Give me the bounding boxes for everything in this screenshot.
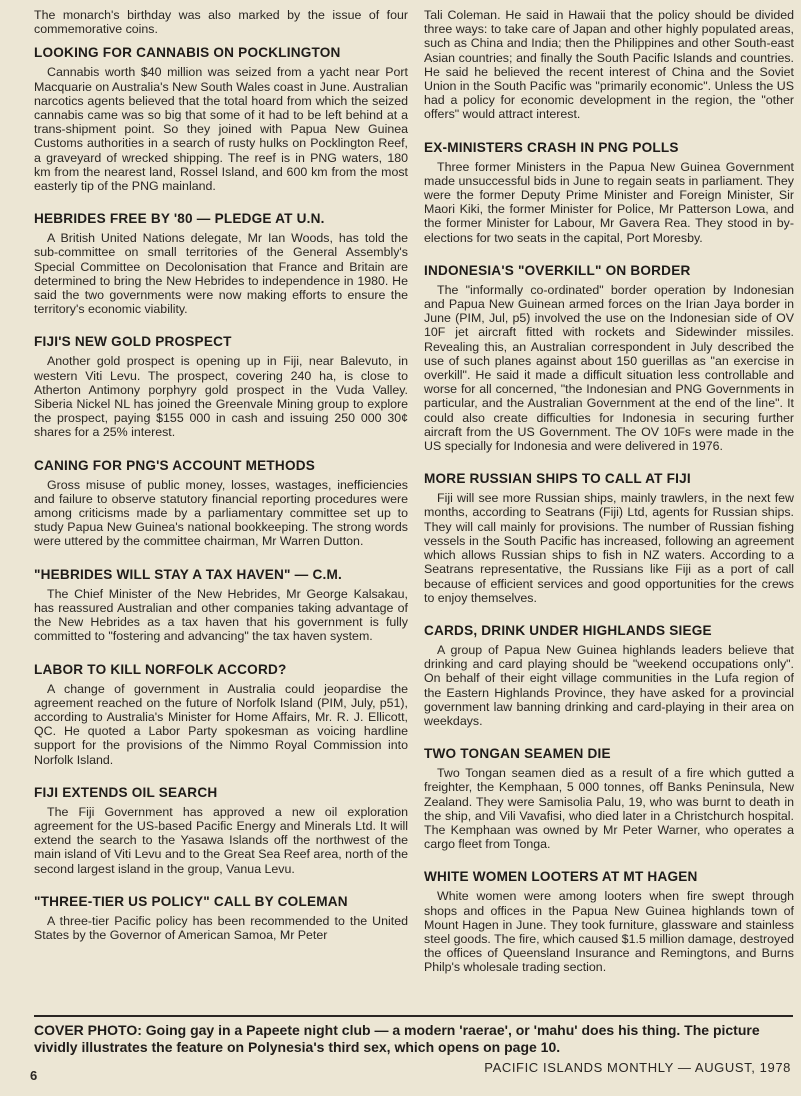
article-paragraph: White women were among looters when fire swept through shops and offices in the Papua New Guinea highlands town of Mount Hagen in June. They took furniture, glassware and stainless steel goods. The fire, which caused $1.5 million damage, destroyed the offices of Queensland Insurance and Remingtons, and Burns Philp's wholesale trading section.	[424, 889, 794, 975]
article-paragraph: A group of Papua New Guinea highlands leaders believe that drinking and card playing should be "weekend occupations only". On behalf of their eight village communities in the Lufa region of the Eastern Highlands Province, they have asked for a provincial government law banning drinking and card-playing in their area on weekdays.	[424, 642, 794, 728]
article-paragraph: Gross misuse of public money, losses, wastages, inefficiencies and failure to observe statutory financial reporting procedures were among criticisms made by a parliamentary committee set up to study Papua New Guinea's national bookkeeping. The strong words were uttered by the committee chairman, Mr Warren Dutton.	[34, 477, 408, 549]
article-paragraph: Cannabis worth $40 million was seized from a yacht near Port Macquarie on Australia's New South Wales coast in June. Australian narcotics agents believed that the total hoard from which the seized cannabis came was so big that some of it had to be left behind at a trans-shipment point. So they joined with Papua New Guinea Customs authorities in a search of rusty hulks on Pocklington Reef, a graveyard of wrecked shipping. The reef is in PNG waters, 180 km from the nearest land, Rossel Island, and 600 km from the most easterly tip of the PNG mainland.	[34, 65, 408, 194]
article-headline: TWO TONGAN SEAMEN DIE	[424, 746, 611, 762]
article-headline: WHITE WOMEN LOOTERS AT MT HAGEN	[424, 869, 698, 885]
article-headline: "HEBRIDES WILL STAY A TAX HAVEN" — C.M.	[34, 566, 342, 582]
publication-footer: PACIFIC ISLANDS MONTHLY — AUGUST, 1978	[484, 1060, 791, 1075]
article-paragraph: Two Tongan seamen died as a result of a fire which gutted a freighter, the Kemphaan, 5 000 tonnes, off Banks Peninsula, New Zealand. They were Samisolia Palu, 19, who was burnt to death in the ship, and Vili Vavafisi, who died later in a Christchurch hospital. The Kemphaan was owned by Mr Peter Warner, who operates a cargo fleet from Tonga.	[424, 766, 794, 852]
article-headline: CARDS, DRINK UNDER HIGHLANDS SIEGE	[424, 622, 712, 638]
caption-divider	[34, 1015, 793, 1017]
article-headline: LABOR TO KILL NORFOLK ACCORD?	[34, 661, 287, 677]
article-paragraph: The Chief Minister of the New Hebrides, Mr George Kalsakau, has reassured Australian and other companies taking advantage of the New Hebrides as a tax haven that his government is fully committed to "fostering and advancing" the tax haven system.	[34, 586, 408, 644]
cover-photo-caption: COVER PHOTO: Going gay in a Papeete night club — a modern 'raerae', or 'mahu' does his thing. The picture vividly illustrates the feature on Polynesia's third sex, which opens on page 10.	[34, 1022, 760, 1055]
article-paragraph: A British United Nations delegate, Mr Ian Woods, has told the sub-committee on small territories of the General Assembly's Special Committee on Decolonisation that France and Britain are determined to bring the New Hebrides to independence in 1980. He said the two governments were now making efforts to ensure the territory's economic viability.	[34, 231, 408, 317]
article-headline: FIJI EXTENDS OIL SEARCH	[34, 784, 218, 800]
article-paragraph: A three-tier Pacific policy has been recommended to the United States by the Governor of American Samoa, Mr Peter	[34, 913, 408, 942]
page-number: 6	[30, 1068, 38, 1083]
right-column	[424, 8, 794, 975]
article-headline: LOOKING FOR CANNABIS ON POCKLINGTON	[34, 45, 341, 61]
article-paragraph: Tali Coleman. He said in Hawaii that the policy should be divided three ways: to take care of Japan and other highly populated areas, such as China and India; then the Philippines and other South-east Asian countries; and finally the South Pacific Islands and countries. He said he believed the recent interest of China and the Soviet Union in the South Pacific was "primarily economic". Unless the US had a policy for economic development in the region, the "other offers" would attract interest.	[424, 8, 794, 122]
article-paragraph: The "informally co-ordinated" border operation by Indonesian and Papua New Guinean armed forces on the Irian Jaya border in June (PIM, Jul, p5) involved the use on the Indonesian side of OV 10F jet aircraft fitted with rockets and Sidewinder missiles. Revealing this, an Australian correspondent in July described the use of such planes against about 150 guerillas as "an exercise in overkill". He said it made a difficult situation less controllable and worse for all concerned, "the Indonesian and PNG Governments in particular, and the Australian Government at the end of the line". It could also create difficulties for Indonesia in securing further aircraft from the US Government. The OV 10Fs were made in the US specially for Indonesia and were delivered in 1976.	[424, 282, 794, 454]
article-headline: HEBRIDES FREE BY '80 — PLEDGE AT U.N.	[34, 211, 325, 227]
article-paragraph: The monarch's birthday was also marked by the issue of four commemorative coins.	[34, 8, 408, 37]
article-headline: INDONESIA'S "OVERKILL" ON BORDER	[424, 262, 691, 278]
article-headline: MORE RUSSIAN SHIPS TO CALL AT FIJI	[424, 471, 691, 487]
left-column	[34, 8, 408, 942]
article-headline: FIJI'S NEW GOLD PROSPECT	[34, 334, 232, 350]
article-paragraph: Fiji will see more Russian ships, mainly trawlers, in the next few months, according to Seatrans (Fiji) Ltd, agents for Russian ships. They will call mainly for provisions. The number of Russian fishing vessels in the South Pacific has increased, following an agreement which allows Russian ships to fish in NZ waters. According to a Seatrans representative, the Russians like Fiji as a port of call because of efficient services and good opportunities for the crews to enjoy themselves.	[424, 491, 794, 605]
article-paragraph: Another gold prospect is opening up in Fiji, near Balevuto, in western Viti Levu. The prospect, covering 240 ha, is close to Atherton Antimony porphyry gold prospect in the Vuda Valley. Siberia Nickel NL has joined the Greenvale Mining group to explore the prospect, paying $155 000 in cash and issuing 250 000 30¢ shares for a 25% interest.	[34, 354, 408, 440]
article-headline: "THREE-TIER US POLICY" CALL BY COLEMAN	[34, 893, 348, 909]
article-headline: CANING FOR PNG'S ACCOUNT METHODS	[34, 457, 316, 473]
article-paragraph: A change of government in Australia could jeopardise the agreement reached on the future of Norfolk Island (PIM, July, p51), according to Australia's Minister for Home Affairs, Mr. R. J. Ellicott, QC. He quoted a Labor Party spokesman as voicing hardline support for the provisions of the Nimmo Royal Commission into Norfolk Island.	[34, 681, 408, 767]
article-paragraph: Three former Ministers in the Papua New Guinea Government made unsuccessful bids in June to regain seats in parliament. They were the former Deputy Prime Minister and Foreign Minister, Sir Maori Kiki, the former Minister for Police, Mr Patterson Lowa, and the former Minister for Labour, Mr Gavera Rea. They stood in by-elections for two seats in the capital, Port Moresby.	[424, 159, 794, 245]
article-headline: EX-MINISTERS CRASH IN PNG POLLS	[424, 139, 679, 155]
article-paragraph: The Fiji Government has approved a new oil exploration agreement for the US-based Pacific Energy and Minerals Ltd. It will extend the search to the Yasawa Islands off the northwest of the main island of Viti Levu and to the Great Sea Reef area, north of the second largest island in the group, Vanua Levu.	[34, 804, 408, 876]
